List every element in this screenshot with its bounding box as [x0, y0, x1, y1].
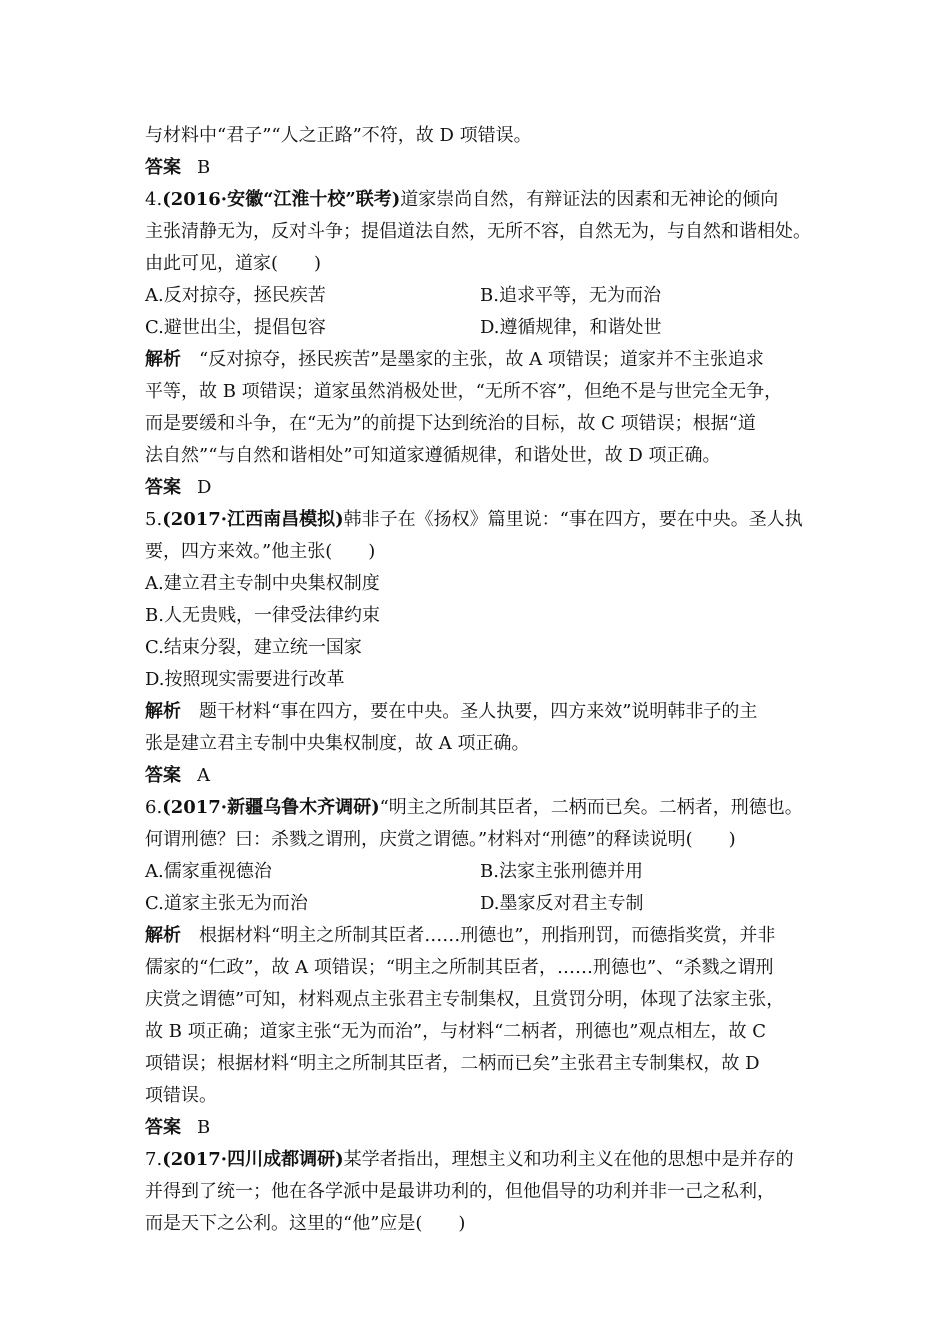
option-a: A.反对掠夺，拯民疾苦: [145, 285, 326, 306]
analysis-line: [145, 344, 815, 376]
text-line: 项错误；根据材料“明主之所制其臣者，二柄而已矣”主张君主专制集权，故 D: [145, 1053, 760, 1074]
analysis-text: 根据材料“明主之所制其臣者……刑德也”，刑指刑罚，而德指奖赏，并非: [199, 925, 776, 946]
question-text: 某学者指出，理想主义和功利主义在他的思想中是并存的: [343, 1149, 794, 1170]
analysis-line: [145, 696, 815, 728]
option-c: C.结束分裂，建立统一国家: [145, 637, 362, 658]
question-source: (2016·安徽“江淮十校”联考): [162, 189, 401, 210]
text-line: 而是天下之公利。这里的“他”应是( ): [145, 1213, 466, 1234]
answer-value: B: [197, 1117, 211, 1138]
options-row: [145, 856, 815, 888]
question-5-stem: [145, 504, 815, 536]
analysis-label: 解析: [145, 349, 181, 370]
analysis-text: 题干材料“事在四方，要在中央。圣人执要，四方来效”说明韩非子的主: [199, 701, 758, 722]
document-content: [145, 120, 815, 1240]
answer-label: 答案: [145, 477, 181, 498]
analysis-line: [145, 920, 815, 952]
text-line: 项错误。: [145, 1085, 217, 1106]
answer-line: [145, 472, 815, 504]
analysis-label: 解析: [145, 701, 181, 722]
answer-value: D: [197, 477, 212, 498]
option-c: C.道家主张无为而治: [145, 893, 308, 914]
question-number: 5.: [145, 509, 163, 530]
question-4-stem: [145, 184, 815, 216]
option-b: B.追求平等，无为而治: [480, 285, 661, 306]
text-line: 平等，故 B 项错误；道家虽然消极处世，“无所不容”，但绝不是与世完全无争，: [145, 381, 783, 402]
text-line: 主张清静无为，反对斗争；提倡道法自然，无所不容，自然无为，与自然和谐相处。: [145, 221, 811, 242]
question-7-stem: [145, 1144, 815, 1176]
option-d: D.按照现实需要进行改革: [145, 669, 345, 690]
question-number: 7.: [145, 1149, 163, 1170]
answer-label: 答案: [145, 157, 181, 178]
option-b: B.法家主张刑德并用: [480, 861, 643, 882]
question-source: (2017·四川成都调研): [162, 1149, 344, 1170]
analysis-text: “反对掠夺，拯民疾苦”是墨家的主张，故 A 项错误；道家并不主张追求: [199, 349, 764, 370]
question-source: (2017·新疆乌鲁木齐调研): [162, 797, 380, 818]
text-line: 儒家的“仁政”，故 A 项错误；“明主之所制其臣者，……刑德也”、“杀戮之谓刑: [145, 957, 774, 978]
question-text: “明主之所制其臣者，二柄而已矣。二柄者，刑德也。: [379, 797, 803, 818]
question-text: 道家崇尚自然，有辩证法的因素和无神论的倾向: [400, 189, 779, 210]
question-text: 韩非子在《扬权》篇里说：“事在四方，要在中央。圣人执: [343, 509, 803, 530]
answer-label: 答案: [145, 765, 181, 786]
text-line: 与材料中“君子”“人之正路”不符，故 D 项错误。: [145, 125, 532, 146]
option-a: A.建立君主专制中央集权制度: [145, 573, 380, 594]
option-a: A.儒家重视德治: [145, 861, 272, 882]
text-line: 故 B 项正确；道家主张“无为而治”，与材料“二柄者，刑德也”观点相左，故 C: [145, 1021, 766, 1042]
option-b: B.人无贵贱，一律受法律约束: [145, 605, 380, 626]
text-line: 而是要缓和斗争，在“无为”的前提下达到统治的目标，故 C 项错误；根据“道: [145, 413, 756, 434]
question-number: 4.: [145, 189, 163, 210]
analysis-label: 解析: [145, 925, 181, 946]
text-line: 要，四方来效。”他主张( ): [145, 541, 376, 562]
question-number: 6.: [145, 797, 163, 818]
answer-line: [145, 760, 815, 792]
question-source: (2017·江西南昌模拟): [162, 509, 344, 530]
option-d: D.墨家反对君主专制: [480, 893, 644, 914]
text-line: 由此可见，道家( ): [145, 253, 322, 274]
answer-value: B: [197, 157, 211, 178]
text-line: 何谓刑德？曰：杀戮之谓刑，庆赏之谓德。”材料对“刑德”的释读说明( ): [145, 829, 736, 850]
text-line: 庆赏之谓德”可知，材料观点主张君主专制集权，且赏罚分明，体现了法家主张，: [145, 989, 785, 1010]
option-d: D.遵循规律，和谐处世: [480, 317, 662, 338]
options-row: [145, 888, 815, 920]
options-row: [145, 312, 815, 344]
answer-label: 答案: [145, 1117, 181, 1138]
text-line: 张是建立君主专制中央集权制度，故 A 项正确。: [145, 733, 530, 754]
answer-line: [145, 1112, 815, 1144]
answer-value: A: [197, 765, 210, 786]
answer-line: [145, 152, 815, 184]
text-line: 法自然”“与自然和谐相处”可知道家遵循规律，和谐处世，故 D 项正确。: [145, 445, 721, 466]
option-c: C.避世出尘，提倡包容: [145, 317, 326, 338]
text-line: 并得到了统一；他在各学派中是最讲功利的，但他倡导的功利并非一己之私利，: [145, 1181, 775, 1202]
question-6-stem: [145, 792, 815, 824]
options-row: [145, 280, 815, 312]
